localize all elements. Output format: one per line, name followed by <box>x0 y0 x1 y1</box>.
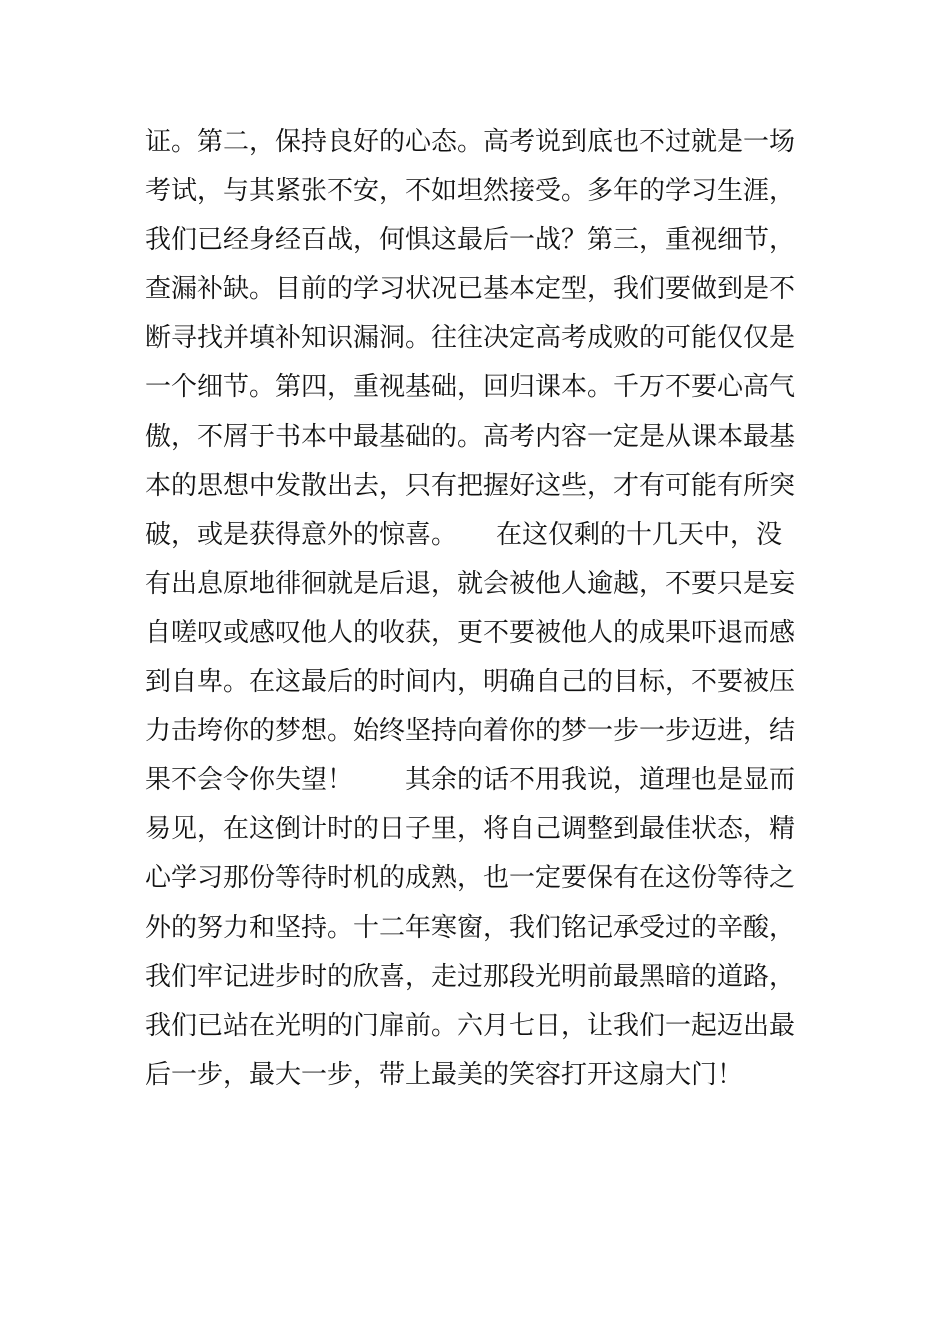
text-line: 果不会令你失望！ 其余的话不用我说，道理也是显而 <box>145 765 796 796</box>
text-line: 破，或是获得意外的惊喜。 在这仅剩的十几天中，没 <box>145 519 783 550</box>
text-line: 易见，在这倒计时的日子里，将自己调整到最佳状态，精 <box>145 814 796 845</box>
text-line: 后一步，最大一步，带上最美的笑容打开这扇大门！ <box>145 1059 744 1090</box>
text-line: 一个细节。第四，重视基础，回归课本。千万不要心高气 <box>145 372 796 403</box>
text-line: 我们已站在光明的门扉前。六月七日，让我们一起迈出最 <box>145 1010 796 1041</box>
text-line: 力击垮你的梦想。始终坚持向着你的梦一步一步迈进，结 <box>145 716 796 747</box>
text-line: 到自卑。在这最后的时间内，明确自己的目标，不要被压 <box>145 667 796 698</box>
text-line: 傲，不屑于书本中最基础的。高考内容一定是从课本最基 <box>145 421 796 452</box>
text-line: 我们牢记进步时的欣喜，走过那段光明前最黑暗的道路， <box>145 961 796 992</box>
body-text <box>145 118 810 1100</box>
text-line: 自嗟叹或感叹他人的收获，更不要被他人的成果吓退而感 <box>145 617 796 648</box>
text-line: 外的努力和坚持。十二年寒窗，我们铭记承受过的辛酸， <box>145 912 796 943</box>
text-line: 考试，与其紧张不安，不如坦然接受。多年的学习生涯， <box>145 176 796 207</box>
text-line: 有出息原地徘徊就是后退，就会被他人逾越，不要只是妄 <box>145 568 796 599</box>
text-line: 证。第二，保持良好的心态。高考说到底也不过就是一场 <box>145 127 796 157</box>
text-line: 断寻找并填补知识漏洞。往往决定高考成败的可能仅仅是 <box>145 323 796 354</box>
text-line: 心学习那份等待时机的成熟，也一定要保有在这份等待之 <box>145 863 796 894</box>
text-line: 我们已经身经百战，何惧这最后一战？第三，重视细节， <box>145 225 796 256</box>
text-line: 本的思想中发散出去，只有把握好这些，才有可能有所突 <box>145 470 796 501</box>
text-line: 查漏补缺。目前的学习状况已基本定型，我们要做到是不 <box>145 274 796 305</box>
